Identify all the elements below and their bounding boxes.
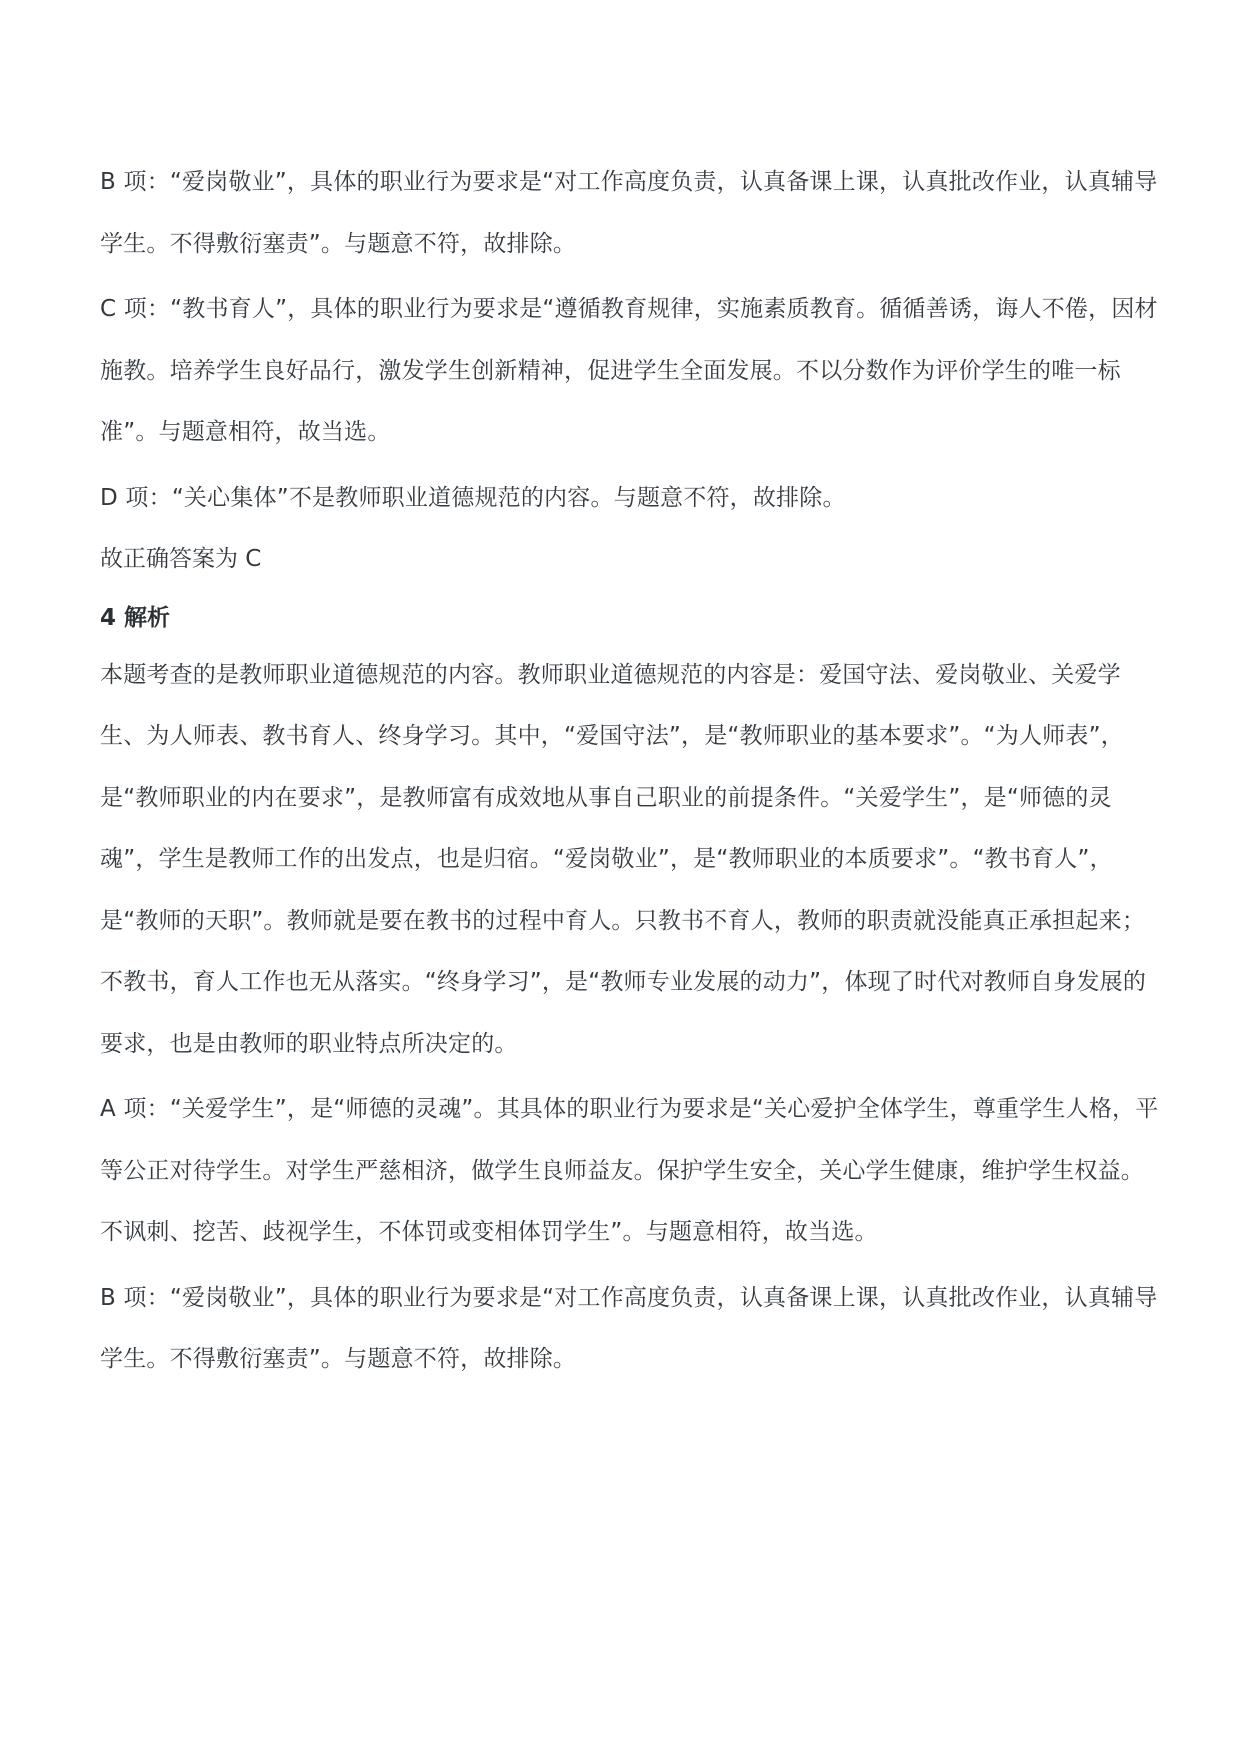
option-d-paragraph: D 项：“关心集体”不是教师职业道德规范的内容。与题意不符，故排除。 <box>100 484 846 511</box>
document-page <box>100 152 1160 1391</box>
section-heading: 4 解析 <box>100 604 171 631</box>
option-c-paragraph: C 项：“教书育人”，具体的职业行为要求是“遵循教育规律，实施素质教育。循循善诱，诲人不倦，因材施教。培养学生良好品行，激发学生创新精神，促进学生全面发展。不以分数作为评价学生的唯一标准”。与题意相符，故当选。 <box>100 296 1158 445</box>
answer-conclusion: 故正确答案为 C <box>100 546 262 572</box>
option-b-paragraph-repeat: B 项：“爱岗敬业”，具体的职业行为要求是“对工作高度负责，认真备课上课，认真批改作业，认真辅导学生。不得敷衍塞责”。与题意不符，故排除。 <box>100 1284 1158 1372</box>
option-b-paragraph: B 项：“爱岗敬业”，具体的职业行为要求是“对工作高度负责，认真备课上课，认真批改作业，认真辅导学生。不得敷衍塞责”。与题意不符，故排除。 <box>100 169 1158 257</box>
option-a-paragraph: A 项：“关爱学生”，是“师德的灵魂”。其具体的职业行为要求是“关心爱护全体学生，尊重学生人格，平等公正对待学生。对学生严慈相济，做学生良师益友。保护学生安全，关心学生健康，维护学生权益。不讽刺、挖苦、歧视学生，不体罚或变相体罚学生”。与题意相符，故当选。 <box>100 1096 1159 1245</box>
analysis-paragraph: 本题考查的是教师职业道德规范的内容。教师职业道德规范的内容是：爱国守法、爱岗敬业、关爱学生、为人师表、教书育人、终身学习。其中，“爱国守法”，是“教师职业的基本要求”。“为人师表”，是“教师职业的内在要求”，是教师富有成效地从事自己职业的前提条件。“关爱学生”，是“师德的灵魂”，学生是教师工作的出发点，也是归宿。“爱岗敬业”，是“教师职业的本质要求”。“教书育人”，是“教师的天职”。教师就是要在教书的过程中育人。只教书不育人，教师的职责就没能真正承担起来；不教书，育人工作也无从落实。“终身学习”，是“教师专业发展的动力”，体现了时代对教师自身发展的要求，也是由教师的职业特点所决定的。 <box>100 661 1147 1057</box>
